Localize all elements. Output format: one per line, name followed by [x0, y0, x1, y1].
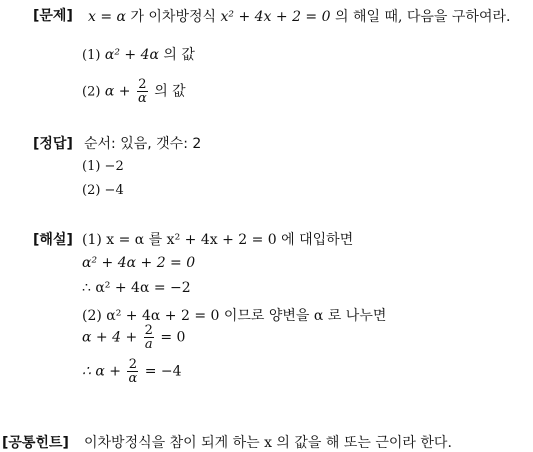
solution-line-6-numerator: 2 [128, 357, 137, 372]
solution-line-6 [82, 358, 182, 385]
item2-fraction [137, 78, 148, 105]
item1-suffix: 의 값 [163, 47, 195, 63]
solution-line-1: (1) x = α 를 x² + 4x + 2 = 0 에 대입하면 [82, 232, 354, 248]
problem-eq-lead: x = α [88, 9, 126, 25]
hint-tag: [공통힌트] [2, 435, 69, 451]
hint-text: 이차방정식을 참이 되게 하는 x 의 값을 해 또는 근이라 한다. [84, 435, 452, 451]
solution-line-6-left: ∴ α + [82, 363, 121, 380]
answer-line-1: 순서: 있음, 갯수: 2 [84, 136, 202, 152]
item2-fraction-denominator: α [137, 91, 147, 106]
item2-suffix: 의 값 [154, 83, 186, 100]
solution-line-5-numerator: 2 [144, 323, 153, 338]
solution-line-6-fraction [127, 358, 138, 385]
item1-expression: α² + 4α [104, 47, 159, 63]
item2-fraction-numerator: 2 [138, 77, 147, 92]
problem-item-1 [82, 44, 195, 64]
problem-text-a: 가 이차방정식 [130, 9, 217, 25]
solution-line-2: α² + 4α + 2 = 0 [82, 255, 196, 271]
problem-statement [88, 6, 510, 26]
item2-number: (2) [82, 84, 101, 100]
problem-eq-main: x² + 4x + 2 = 0 [220, 9, 331, 25]
problem-text-b: 의 해일 때, 다음을 구하여라. [334, 9, 511, 25]
solution-line-5-fraction [144, 324, 154, 351]
solution-line-5-left: α + 4 + [82, 329, 138, 346]
answer-line-2: (1) −2 [82, 159, 124, 174]
item2-expression: α + [104, 83, 131, 100]
solution-line-5-right: = 0 [160, 329, 186, 346]
solution-line-6-right: = −4 [144, 363, 182, 380]
solution-line-5 [82, 324, 185, 351]
problem-item-2 [82, 78, 186, 105]
solution-line-4: (2) α² + 4α + 2 = 0 이므로 양변을 α 로 나누면 [82, 308, 387, 324]
answer-line-3: (2) −4 [82, 183, 124, 198]
answer-tag: [정답] [33, 136, 73, 152]
item1-number: (1) [82, 48, 101, 63]
solution-line-6-denominator: α [128, 371, 138, 386]
solution-line-3: ∴ α² + 4α = −2 [82, 280, 191, 296]
problem-tag: [문제] [33, 8, 73, 24]
solution-tag: [해설] [33, 232, 73, 248]
solution-line-5-denominator: a [144, 337, 153, 352]
